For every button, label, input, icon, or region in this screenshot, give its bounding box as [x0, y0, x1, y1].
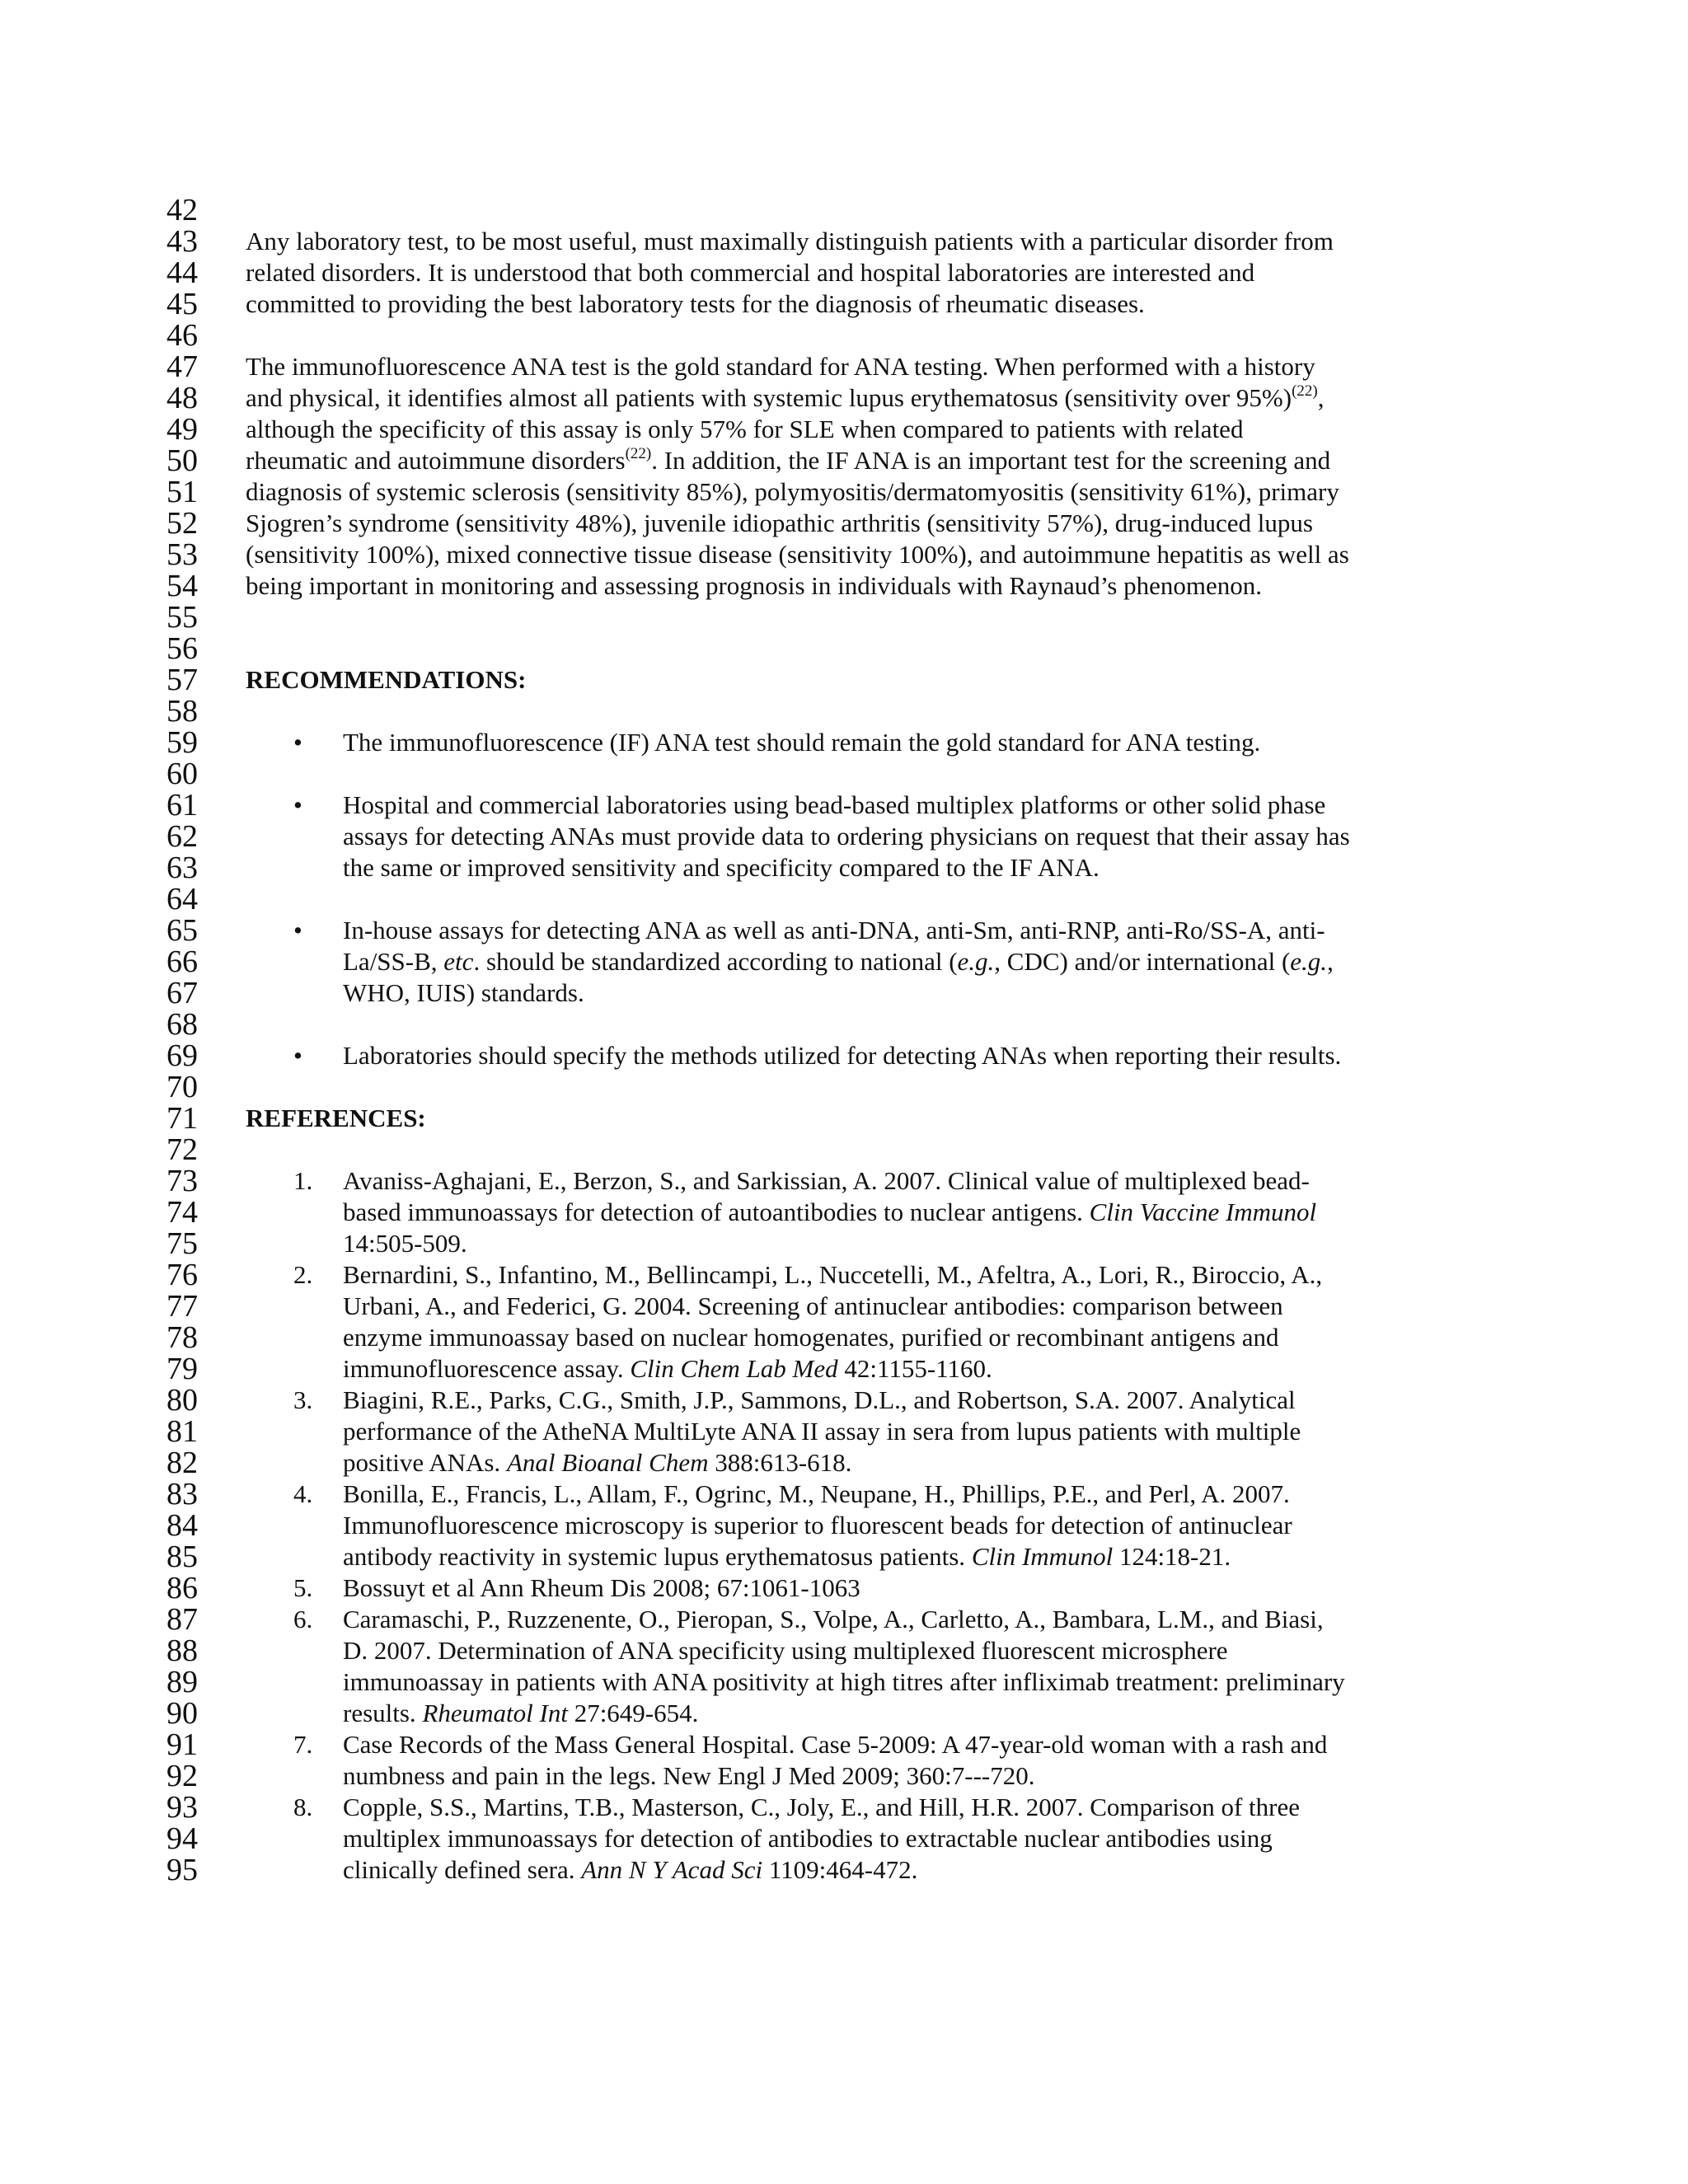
line-number: 74	[166, 1195, 198, 1230]
reference-number: 3.	[293, 1385, 313, 1414]
text-line: Bernardini, S., Infantino, M., Bellincampi, L., Nuccetelli, M., Afeltra, A., Lori, R., Biroccio, A.,	[343, 1260, 1323, 1289]
line-number: 77	[166, 1289, 198, 1324]
line-number: 92	[166, 1759, 198, 1793]
text-line: immunofluorescence assay. Clin Chem Lab Med 42:1155-1160.	[343, 1354, 992, 1383]
text-line: Biagini, R.E., Parks, C.G., Smith, J.P., Sammons, D.L., and Robertson, S.A. 2007. Analytical	[343, 1385, 1296, 1414]
text-line: 14:505-509.	[343, 1229, 467, 1258]
line-number: 82	[166, 1446, 198, 1480]
line-number: 75	[166, 1226, 198, 1261]
line-number: 68	[166, 1007, 198, 1042]
line-number: 58	[166, 694, 198, 729]
bullet-marker: •	[293, 790, 302, 819]
text-line: antibody reactivity in systemic lupus erythematosus patients. Clin Immunol 124:18-21.	[343, 1542, 1231, 1571]
text-line: In-house assays for detecting ANA as well as anti-DNA, anti-Sm, anti-RNP, anti-Ro/SS-A, anti-	[343, 916, 1325, 944]
text-line: Laboratories should specify the methods utilized for detecting ANAs when reporting their results.	[343, 1041, 1342, 1070]
line-number: 48	[166, 381, 198, 415]
line-number: 70	[166, 1070, 198, 1104]
line-number: 90	[166, 1696, 198, 1731]
line-number: 61	[166, 788, 198, 823]
line-number: 86	[166, 1571, 198, 1605]
citation-superscript: (22)	[625, 445, 652, 462]
text-line: Case Records of the Mass General Hospital. Case 5-2009: A 47-year-old woman with a rash and	[343, 1730, 1328, 1759]
text-line: Sjogren’s syndrome (sensitivity 48%), juvenile idiopathic arthritis (sensitivity 57%), drug-induced lupus	[246, 509, 1313, 537]
line-number: 85	[166, 1540, 198, 1574]
text-line: performance of the AtheNA MultiLyte ANA II assay in sera from lupus patients with multiple	[343, 1417, 1301, 1446]
text-line: results. Rheumatol Int 27:649-654.	[343, 1699, 699, 1727]
line-number: 81	[166, 1414, 198, 1449]
reference-number: 4.	[293, 1479, 313, 1508]
line-number: 93	[166, 1790, 198, 1825]
line-number: 89	[166, 1665, 198, 1699]
text-line: immunoassay in patients with ANA positivity at high titres after infliximab treatment: preliminary	[343, 1667, 1345, 1696]
line-number: 87	[166, 1602, 198, 1637]
line-number: 62	[166, 819, 198, 854]
text-line: diagnosis of systemic sclerosis (sensitivity 85%), polymyositis/dermatomyositis (sensitivity 61%), primary	[246, 477, 1339, 506]
text-line: Any laboratory test, to be most useful, must maximally distinguish patients with a particular disorder from	[246, 227, 1334, 255]
line-number: 72	[166, 1132, 198, 1167]
text-line: Copple, S.S., Martins, T.B., Masterson, C., Joly, E., and Hill, H.R. 2007. Comparison of three	[343, 1793, 1301, 1821]
text-line: Caramaschi, P., Ruzzenente, O., Pieropan, S., Volpe, A., Carletto, A., Bambara, L.M., and Biasi,	[343, 1605, 1324, 1633]
reference-number: 8.	[293, 1793, 313, 1821]
line-number: 88	[166, 1633, 198, 1668]
text-line: related disorders. It is understood that both commercial and hospital laboratories are interested and	[246, 258, 1255, 287]
text-line: Bossuyt et al Ann Rheum Dis 2008; 67:1061-1063	[343, 1573, 860, 1602]
line-number: 55	[166, 600, 198, 635]
text-line: numbness and pain in the legs. New Engl J Med 2009; 360:7---720.	[343, 1761, 1035, 1790]
reference-number: 1.	[293, 1166, 313, 1195]
line-number: 47	[166, 349, 198, 384]
line-number: 52	[166, 506, 198, 541]
text-line: rheumatic and autoimmune disorders$^{(22)}$. In addition, the IF ANA is an important test for the screening and	[246, 445, 1331, 475]
text-line: enzyme immunoassay based on nuclear homogenates, purified or recombinant antigens and	[343, 1323, 1279, 1352]
text-line: The immunofluorescence (IF) ANA test should remain the gold standard for ANA testing.	[343, 728, 1261, 757]
reference-number: 6.	[293, 1605, 313, 1633]
line-number: 50	[166, 443, 198, 478]
line-number: 54	[166, 569, 198, 603]
line-number: 78	[166, 1320, 198, 1355]
line-number: 91	[166, 1727, 198, 1762]
line-number: 64	[166, 882, 198, 916]
line-number: 63	[166, 851, 198, 885]
text-line: based immunoassays for detection of autoantibodies to nuclear antigens. Clin Vaccine Immunol	[343, 1197, 1317, 1226]
line-number: 42	[166, 193, 198, 227]
line-number: 73	[166, 1164, 198, 1198]
line-number: 95	[166, 1853, 198, 1887]
text-line: and physical, it identifies almost all patients with systemic lupus erythematosus (sensitivity over 95%)$^{(22)}$,	[246, 382, 1325, 412]
section-heading: REFERENCES:	[246, 1104, 426, 1132]
line-number: 59	[166, 725, 198, 760]
text-line: clinically defined sera. Ann N Y Acad Sci 1109:464-472.	[343, 1855, 918, 1884]
text-line: Immunofluorescence microscopy is superior to fluorescent beads for detection of antinuclear	[343, 1511, 1292, 1540]
line-number: 44	[166, 255, 198, 290]
line-number: 46	[166, 318, 198, 353]
citation-superscript: (22)	[1292, 382, 1318, 400]
text-line: D. 2007. Determination of ANA specificity using multiplexed fluorescent microsphere	[343, 1636, 1228, 1665]
text-line: positive ANAs. Anal Bioanal Chem 388:613-618.	[343, 1448, 852, 1477]
line-number: 84	[166, 1508, 198, 1543]
text-line: multiplex immunoassays for detection of antibodies to extractable nuclear antibodies using	[343, 1824, 1273, 1853]
line-number: 69	[166, 1038, 198, 1073]
line-number: 67	[166, 976, 198, 1010]
reference-number: 5.	[293, 1573, 313, 1602]
line-number: 43	[166, 224, 198, 259]
reference-number: 7.	[293, 1730, 313, 1759]
reference-number: 2.	[293, 1260, 313, 1289]
line-number: 79	[166, 1352, 198, 1386]
text-line: Bonilla, E., Francis, L., Allam, F., Ogrinc, M., Neupane, H., Phillips, P.E., and Perl, A. 2007.	[343, 1479, 1290, 1508]
text-line: Avaniss-Aghajani, E., Berzon, S., and Sarkissian, A. 2007. Clinical value of multiplexed bead-	[343, 1166, 1310, 1195]
line-number: 66	[166, 944, 198, 979]
line-number: 56	[166, 631, 198, 666]
text-line: assays for detecting ANAs must provide data to ordering physicians on request that their assay has	[343, 822, 1350, 851]
text-line: WHO, IUIS) standards.	[343, 978, 584, 1007]
text-line: Urbani, A., and Federici, G. 2004. Screening of antinuclear antibodies: comparison between	[343, 1291, 1283, 1320]
line-number: 71	[166, 1101, 198, 1136]
text-line: being important in monitoring and assessing prognosis in individuals with Raynaud’s phenomenon.	[246, 571, 1263, 600]
line-number: 49	[166, 412, 198, 447]
bullet-marker: •	[293, 1041, 302, 1070]
line-number: 53	[166, 537, 198, 572]
line-number: 65	[166, 913, 198, 948]
line-number: 45	[166, 287, 198, 321]
text-line: Hospital and commercial laboratories using bead-based multiplex platforms or other solid phase	[343, 790, 1326, 819]
line-number: 51	[166, 475, 198, 509]
text-line: committed to providing the best laboratory tests for the diagnosis of rheumatic diseases.	[246, 289, 1145, 318]
bullet-marker: •	[293, 728, 302, 757]
text-line: the same or improved sensitivity and specificity compared to the IF ANA.	[343, 853, 1100, 882]
text-line: (sensitivity 100%), mixed connective tissue disease (sensitivity 100%), and autoimmune hepatitis as well as	[246, 540, 1349, 569]
section-heading: RECOMMENDATIONS:	[246, 665, 527, 694]
bullet-marker: •	[293, 916, 302, 944]
text-line: La/SS-B, etc. should be standardized according to national (e.g., CDC) and/or international (e.g.,	[343, 947, 1334, 976]
line-number: 80	[166, 1383, 198, 1418]
text-line: The immunofluorescence ANA test is the gold standard for ANA testing. When performed with a history	[246, 352, 1315, 381]
line-number: 83	[166, 1477, 198, 1511]
line-number: 76	[166, 1258, 198, 1292]
line-number: 60	[166, 757, 198, 791]
line-number: 57	[166, 663, 198, 697]
text-line: although the specificity of this assay is only 57% for SLE when compared to patients with related	[246, 415, 1244, 443]
line-number: 94	[166, 1821, 198, 1856]
